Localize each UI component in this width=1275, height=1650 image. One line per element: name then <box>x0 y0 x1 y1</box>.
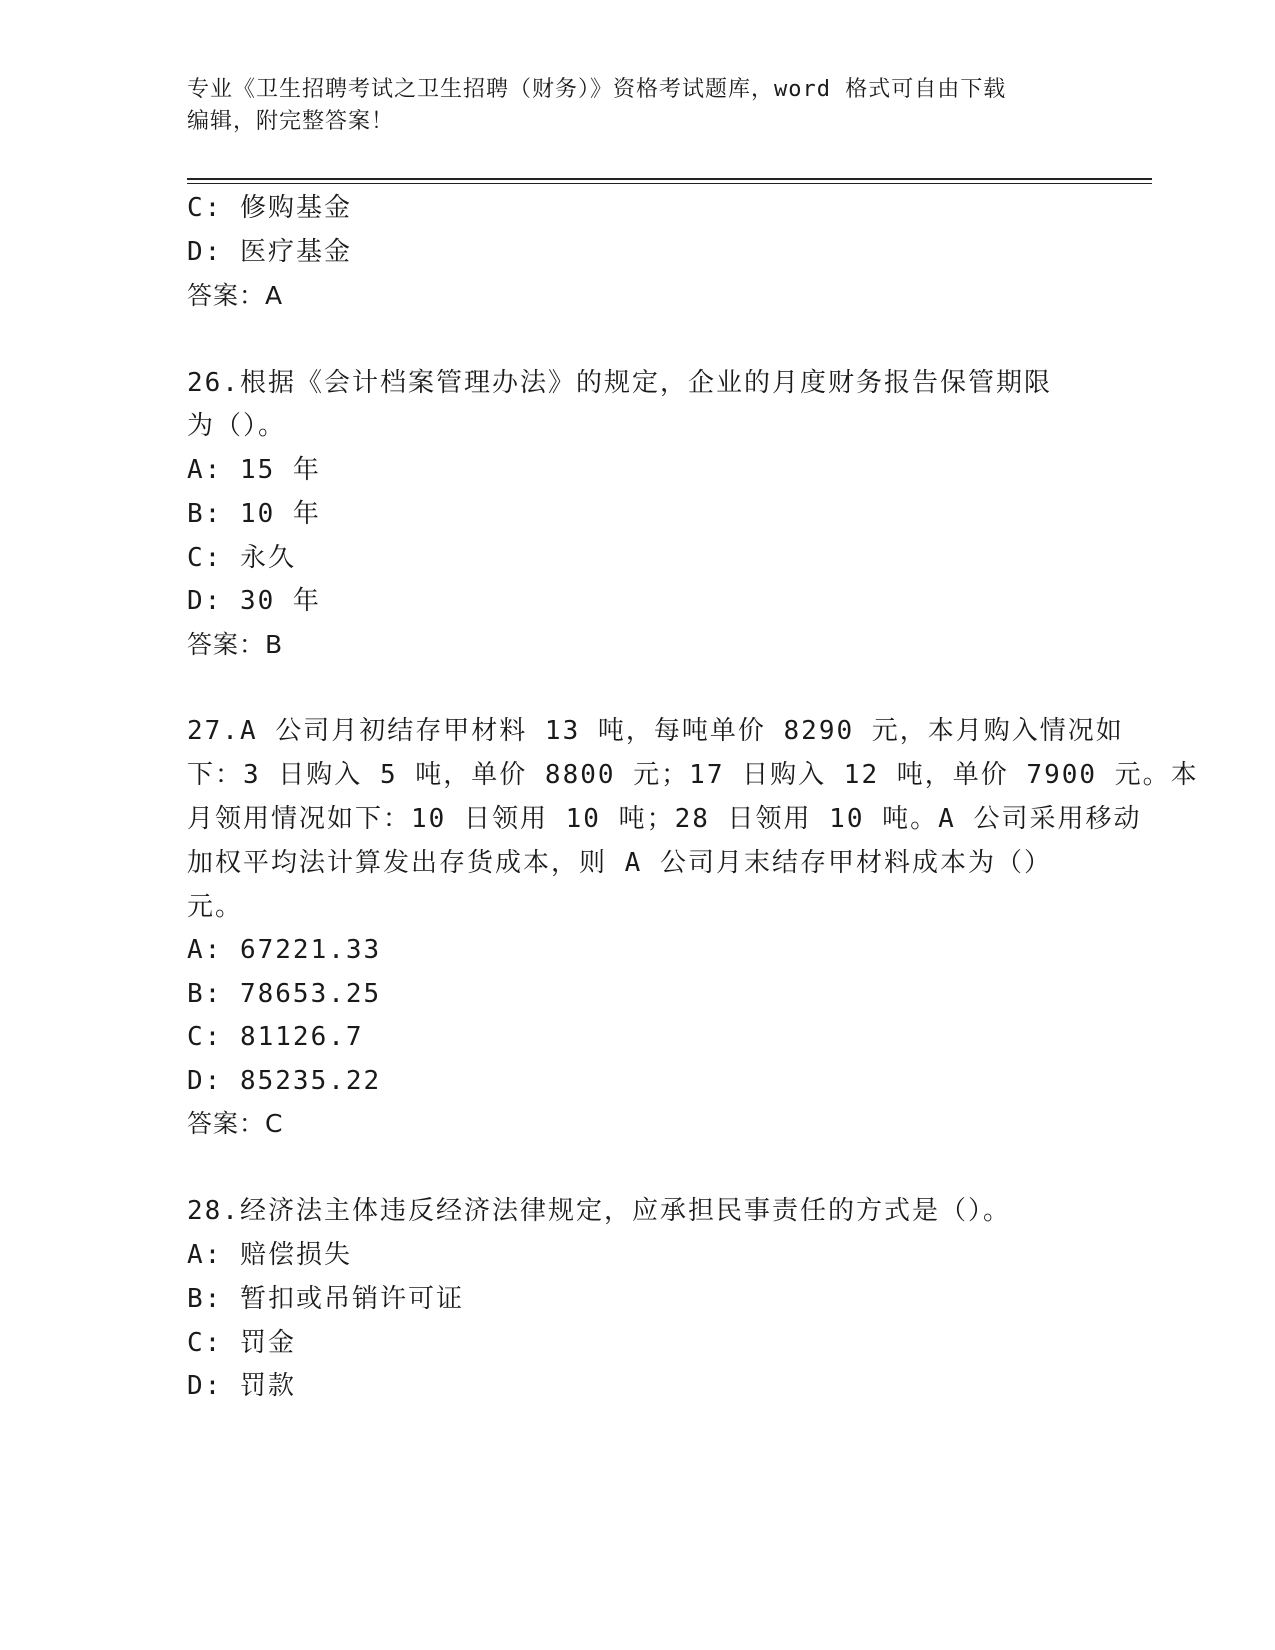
q27-stem-line-1: 27.A 公司月初结存甲材料 13 吨，每吨单价 8290 元，本月购入情况如 <box>187 716 1124 746</box>
q25-option-c: C: 修购基金 <box>187 193 352 223</box>
header-line-1: 专业《卫生招聘考试之卫生招聘（财务）》资格考试题库，word 格式可自由下载 <box>187 77 1007 102</box>
q28-option-b: B: 暂扣或吊销许可证 <box>187 1284 464 1314</box>
q28-option-a: A: 赔偿损失 <box>187 1240 352 1270</box>
q27-option-b: B: 78653.25 <box>187 979 382 1009</box>
q25-answer: 答案：A <box>187 281 284 310</box>
q26-option-b: B: 10 年 <box>187 499 321 529</box>
q27-stem-line-4: 加权平均法计算发出存货成本，则 A 公司月末结存甲材料成本为（） <box>187 848 1052 878</box>
q27-stem-line-5: 元。 <box>187 892 244 922</box>
header-divider-thin <box>187 183 1152 184</box>
header-divider-thick <box>187 178 1152 180</box>
q28-option-d: D: 罚款 <box>187 1371 296 1401</box>
q27-option-d: D: 85235.22 <box>187 1066 382 1096</box>
q28-option-c: C: 罚金 <box>187 1328 296 1358</box>
q27-option-c: C: 81126.7 <box>187 1022 364 1052</box>
header-line-2: 编辑，附完整答案！ <box>187 109 395 134</box>
q26-stem-line-1: 26.根据《会计档案管理办法》的规定，企业的月度财务报告保管期限 <box>187 368 1052 398</box>
q27-stem-line-2: 下：3 日购入 5 吨，单价 8800 元；17 日购入 12 吨，单价 7900 元。本 <box>187 760 1199 790</box>
q25-option-d: D: 医疗基金 <box>187 237 352 267</box>
q26-option-d: D: 30 年 <box>187 586 321 616</box>
q27-answer: 答案：C <box>187 1109 284 1138</box>
q26-stem-line-2: 为（）。 <box>187 411 287 441</box>
q26-option-a: A: 15 年 <box>187 455 321 485</box>
document-header <box>187 74 1087 138</box>
q26-answer: 答案：B <box>187 630 284 659</box>
q28-stem-line-1: 28.经济法主体违反经济法律规定，应承担民事责任的方式是（）。 <box>187 1196 1011 1226</box>
q27-option-a: A: 67221.33 <box>187 935 382 965</box>
q26-option-c: C: 永久 <box>187 543 296 573</box>
q27-stem-line-3: 月领用情况如下：10 日领用 10 吨；28 日领用 10 吨。A 公司采用移动 <box>187 804 1142 834</box>
